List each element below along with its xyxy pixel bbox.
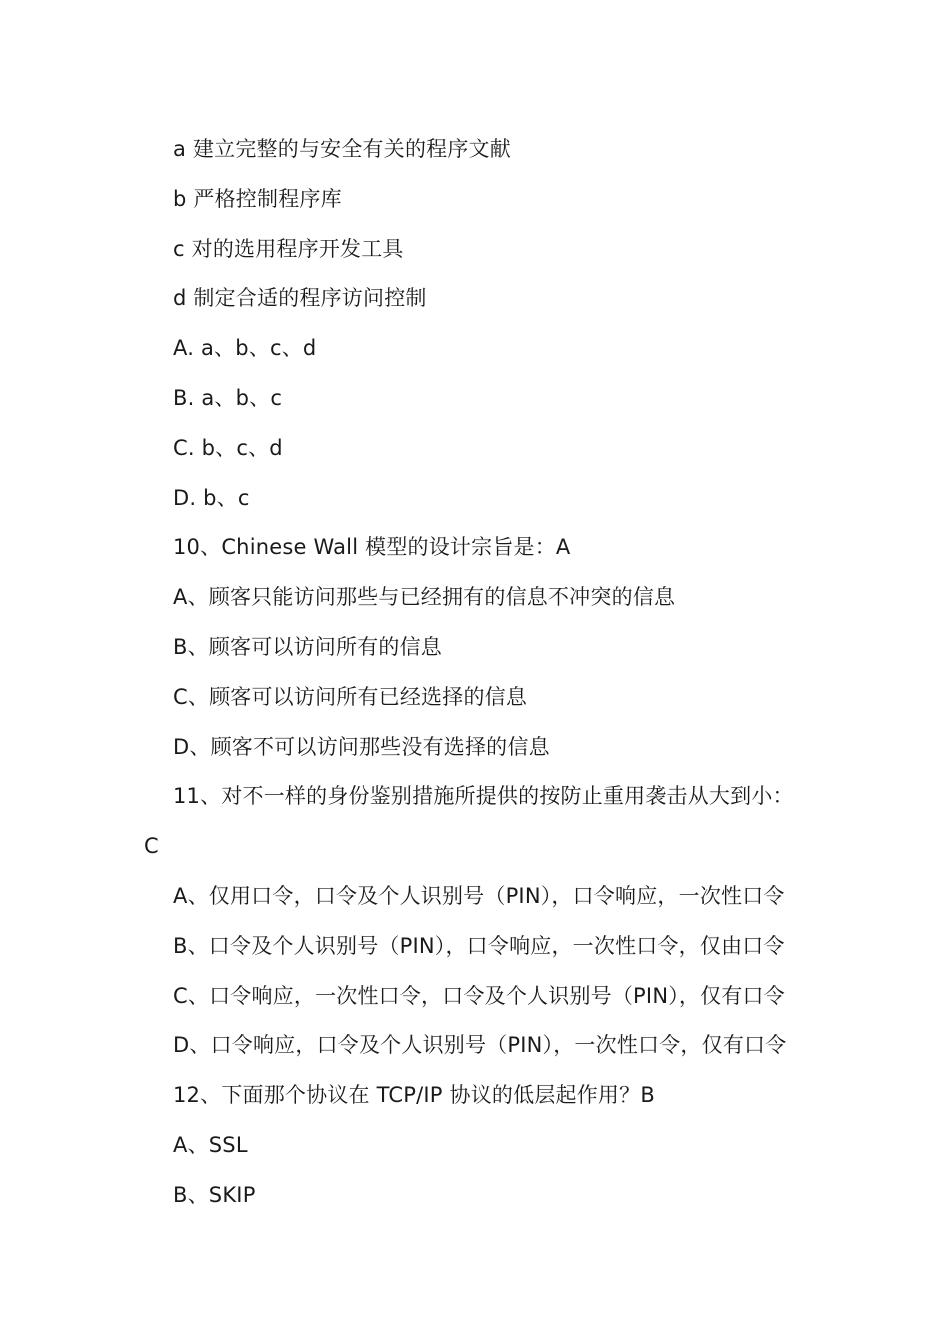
option-line: C. b、c、d	[173, 435, 283, 460]
option-line: A. a、b、c、d	[173, 336, 317, 361]
option-line: D、口令响应，口令及个人识别号（PIN），一次性口令，仅有口令	[173, 1033, 787, 1058]
text-line: a 建立完整的与安全有关的程序文献	[173, 137, 511, 161]
answer-continuation-line: C	[144, 834, 159, 859]
option-line: A、顾客只能访问那些与已经拥有的信息不冲突的信息	[173, 585, 676, 610]
option-line: D. b、c	[173, 485, 250, 510]
option-line: B、口令及个人识别号（PIN），口令响应，一次性口令，仅由口令	[173, 933, 785, 958]
text-line: c 对的选用程序开发工具	[173, 236, 404, 261]
option-line: B. a、b、c	[173, 385, 283, 410]
option-line: A、仅用口令，口令及个人识别号（PIN），口令响应，一次性口令	[173, 883, 785, 908]
question-line: 12、下面那个协议在 TCP/IP 协议的低层起作用？B	[173, 1083, 655, 1108]
option-line: A、SSL	[173, 1132, 248, 1157]
text-line: d 制定合适的程序访问控制	[173, 286, 427, 311]
text-line: b 严格控制程序库	[173, 186, 342, 211]
option-line: D、顾客不可以访问那些没有选择的信息	[173, 734, 550, 759]
question-line: 11、对不一样的身份鉴别措施所提供的按防止重用袭击从大到小：	[173, 784, 794, 809]
option-line: B、SKIP	[173, 1182, 256, 1207]
question-line: 10、Chinese Wall 模型的设计宗旨是：A	[173, 535, 571, 560]
document-body	[144, 125, 824, 1221]
option-line: C、口令响应，一次性口令，口令及个人识别号（PIN），仅有口令	[173, 983, 785, 1008]
option-line: B、顾客可以访问所有的信息	[173, 634, 443, 659]
option-line: C、顾客可以访问所有已经选择的信息	[173, 684, 528, 709]
